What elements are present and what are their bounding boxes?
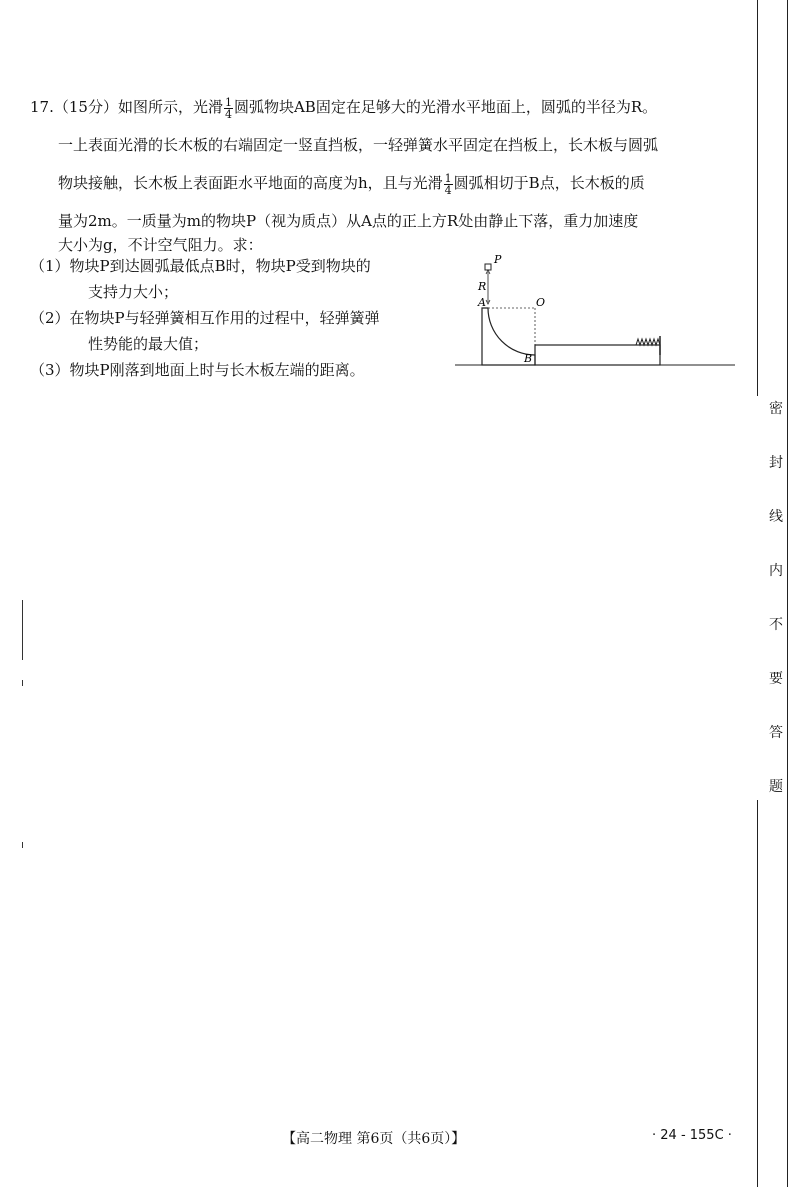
fraction-quarter <box>224 97 233 120</box>
question-1-line-1: （1）物块P到达圆弧最低点B时，物块P受到物块的 <box>30 257 371 275</box>
footer-code: · 24 - 155C · <box>652 1128 732 1143</box>
fraction-numerator: 1 <box>444 171 452 185</box>
problem-text: 物块接触，长木板上表面距水平地面的高度为h，且与光滑 <box>58 174 443 192</box>
block-p <box>485 264 491 270</box>
label-r: R <box>478 280 487 293</box>
question-2-line-2: 性势能的最大值； <box>88 335 209 353</box>
binding-char-7: 答 <box>769 725 783 741</box>
question-3: （3）物块P刚落到地面上时与长木板左端的距离。 <box>30 361 365 379</box>
problem-line-3 <box>58 168 645 198</box>
problem-text: 圆弧相切于B点，长木板的质 <box>453 174 645 192</box>
binding-char-1: 密 <box>769 401 783 417</box>
fraction-numerator: 1 <box>224 95 232 109</box>
fraction-denominator: 4 <box>444 183 452 197</box>
fraction-denominator: 4 <box>224 107 232 121</box>
binding-char-3: 线 <box>769 509 783 525</box>
spring <box>636 339 660 345</box>
scan-mark <box>22 842 23 848</box>
question-1-line-2: 支持力大小； <box>88 283 179 301</box>
label-o: O <box>536 296 546 309</box>
binding-char-6: 要 <box>769 671 783 687</box>
problem-line-5: 大小为g，不计空气阻力。求： <box>58 236 263 254</box>
problem-line-1 <box>30 92 657 122</box>
long-board <box>535 345 660 365</box>
fraction-quarter <box>444 173 453 196</box>
question-2-line-1: （2）在物块P与轻弹簧相互作用的过程中，轻弹簧弹 <box>30 309 380 327</box>
binding-char-5: 不 <box>769 617 783 633</box>
problem-line-4: 量为2m。一质量为m的物块P（视为质点）从A点的正上方R处由静止下落，重力加速度 <box>58 212 639 230</box>
problem-score: （15分） <box>53 98 118 116</box>
physics-figure <box>450 248 740 378</box>
problem-text: 如图所示，光滑 <box>117 98 223 116</box>
margin-line-gap <box>757 395 758 396</box>
scan-mark <box>22 680 23 686</box>
scan-mark <box>22 600 23 660</box>
label-a: A <box>478 296 486 309</box>
label-p: P <box>494 253 502 266</box>
margin-line-top <box>757 0 758 395</box>
label-b: B <box>524 352 533 365</box>
binding-char-8: 题 <box>769 779 783 795</box>
problem-text: 圆弧物块AB固定在足够大的光滑水平地面上，圆弧的半径为R。 <box>233 98 658 116</box>
problem-line-2: 一上表面光滑的长木板的右端固定一竖直挡板，一轻弹簧水平固定在挡板上，长木板与圆弧 <box>58 136 659 154</box>
binding-char-4: 内 <box>769 563 783 579</box>
problem-number: 17. <box>30 98 54 116</box>
footer-page-info: 【高二物理 第6页（共6页）】 <box>282 1131 466 1147</box>
margin-line-outer <box>787 0 788 1187</box>
margin-line-bottom <box>757 800 758 1187</box>
binding-char-2: 封 <box>769 455 783 471</box>
